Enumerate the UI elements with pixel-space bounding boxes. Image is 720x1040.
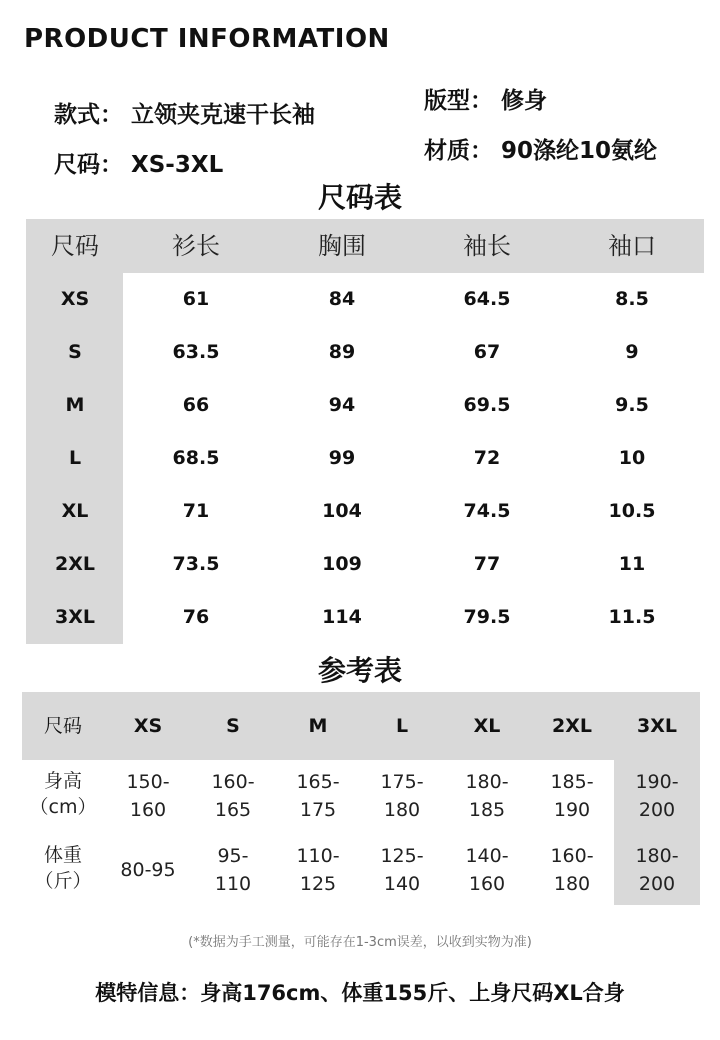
size-table-cell: 109: [322, 553, 362, 575]
reference-table-cell: [276, 842, 360, 898]
size-table-cell: 8.5: [615, 288, 649, 310]
reference-table-header-cell: L: [395, 715, 409, 737]
size-range-info: [54, 146, 223, 179]
material-label: 材质：: [424, 138, 493, 164]
reference-table-cell: [360, 768, 444, 824]
cell-line: 200: [638, 799, 676, 821]
fit-label: 版型：: [424, 88, 493, 114]
size-table-cell: 11.5: [608, 606, 656, 628]
reference-table-cell: [106, 856, 190, 884]
cell-line: 160: [129, 799, 167, 821]
page-title: PRODUCT INFORMATION: [24, 24, 390, 54]
reference-table-heading: 参考表: [317, 654, 402, 687]
size-table-cell: 63.5: [172, 341, 220, 363]
model-info: 模特信息：身高176cm、体重155斤、上身尺码XL合身: [95, 981, 625, 1005]
size-table-cell: 10: [618, 447, 646, 469]
size-table-header-cell: 胸围: [318, 232, 366, 260]
size-table-cell: 67: [473, 341, 501, 363]
row-label-unit: （cm）: [29, 796, 97, 818]
measurement-note: (*数据为手工测量，可能存在1-3cm误差，以收到实物为准): [188, 935, 532, 950]
reference-table-row-label: [18, 842, 108, 894]
cell-line: 165-: [296, 771, 340, 793]
size-table-size-cell: 3XL: [55, 606, 95, 628]
cell-line: 200: [638, 873, 676, 895]
reference-table-header-cell: S: [226, 715, 240, 737]
size-table-cell: 61: [182, 288, 210, 310]
reference-table-row-label: [18, 768, 108, 820]
size-table-cell: 89: [328, 341, 356, 363]
cell-line: 185-: [550, 771, 594, 793]
size-table-cell: 72: [473, 447, 501, 469]
row-label-line: 体重: [43, 844, 82, 866]
cell-line: 175: [299, 799, 337, 821]
size-table-header-cell: 尺码: [51, 232, 99, 260]
size-range-value: XS-3XL: [131, 152, 224, 178]
cell-line: 180-: [635, 845, 679, 867]
reference-table-cell: [276, 768, 360, 824]
cell-line: 150-: [126, 771, 170, 793]
size-table-header-cell: 袖长: [463, 232, 511, 260]
size-table-cell: 11: [618, 553, 646, 575]
style-label: 款式：: [54, 102, 123, 128]
size-table-cell: 76: [182, 606, 210, 628]
cell-line: 110: [214, 873, 252, 895]
size-table-size-cell: 2XL: [55, 553, 95, 575]
material-value: 90涤纶10氨纶: [501, 138, 658, 164]
size-table-cell: 84: [328, 288, 356, 310]
size-table-cell: 74.5: [463, 500, 511, 522]
style-info: [54, 96, 315, 129]
reference-table-cell: [615, 842, 699, 898]
size-table-header-cell: 衫长: [172, 232, 220, 260]
size-table-cell: 66: [182, 394, 210, 416]
size-table-cell: 9: [625, 341, 639, 363]
size-table-cell: 79.5: [463, 606, 511, 628]
cell-line: 180-: [465, 771, 509, 793]
reference-table-header-cell: 尺码: [43, 715, 82, 737]
cell-line: 125-: [380, 845, 424, 867]
row-label-line: 身高: [43, 770, 82, 792]
size-table-size-cell: M: [65, 394, 85, 416]
cell-line: 80-95: [120, 859, 176, 881]
cell-line: 140-: [465, 845, 509, 867]
cell-line: 160: [468, 873, 506, 895]
reference-table-cell: [445, 842, 529, 898]
cell-line: 180: [383, 799, 421, 821]
cell-line: 180: [553, 873, 591, 895]
row-label-unit: （斤）: [34, 870, 92, 892]
size-table-cell: 9.5: [615, 394, 649, 416]
reference-table-cell: [530, 768, 614, 824]
style-value: 立领夹克速干长袖: [131, 102, 315, 128]
reference-table-header-cell: XL: [473, 715, 501, 737]
cell-line: 190: [553, 799, 591, 821]
size-table-cell: 71: [182, 500, 210, 522]
reference-table-header-cell: M: [308, 715, 328, 737]
size-table-cell: 104: [322, 500, 362, 522]
reference-table-header-cell: XS: [133, 715, 163, 737]
size-table-size-cell: XS: [60, 288, 90, 310]
size-table-cell: 10.5: [608, 500, 656, 522]
cell-line: 125: [299, 873, 337, 895]
reference-table-header-cell: 2XL: [552, 715, 592, 737]
size-range-label: 尺码：: [54, 152, 123, 178]
cell-line: 140: [383, 873, 421, 895]
size-table-cell: 64.5: [463, 288, 511, 310]
reference-table: [22, 692, 700, 907]
reference-table-cell: [106, 768, 190, 824]
size-table-cell: 94: [328, 394, 356, 416]
size-table-cell: 73.5: [172, 553, 220, 575]
cell-line: 95-: [217, 845, 249, 867]
size-table-size-cell: L: [68, 447, 82, 469]
size-table-size-cell: XL: [61, 500, 89, 522]
reference-table-cell: [445, 768, 529, 824]
fit-info: [424, 82, 547, 115]
size-table-cell: 77: [473, 553, 501, 575]
size-table-cell: 99: [328, 447, 356, 469]
size-table-cell: 69.5: [463, 394, 511, 416]
reference-table-cell: [360, 842, 444, 898]
reference-table-cell: [615, 768, 699, 824]
reference-table-cell: [191, 842, 275, 898]
size-table-cell: 68.5: [172, 447, 220, 469]
size-table-cell: 114: [322, 606, 362, 628]
size-table-heading: 尺码表: [317, 181, 402, 214]
cell-line: 185: [468, 799, 506, 821]
cell-line: 160-: [211, 771, 255, 793]
cell-line: 190-: [635, 771, 679, 793]
size-table: [26, 219, 704, 644]
fit-value: 修身: [501, 88, 547, 114]
size-table-header-cell: 袖口: [608, 232, 656, 260]
cell-line: 175-: [380, 771, 424, 793]
material-info: [424, 132, 657, 165]
cell-line: 165: [214, 799, 252, 821]
cell-line: 160-: [550, 845, 594, 867]
reference-table-cell: [191, 768, 275, 824]
reference-table-cell: [530, 842, 614, 898]
cell-line: 110-: [296, 845, 340, 867]
size-table-size-cell: S: [68, 341, 82, 363]
reference-table-header-cell: 3XL: [637, 715, 677, 737]
